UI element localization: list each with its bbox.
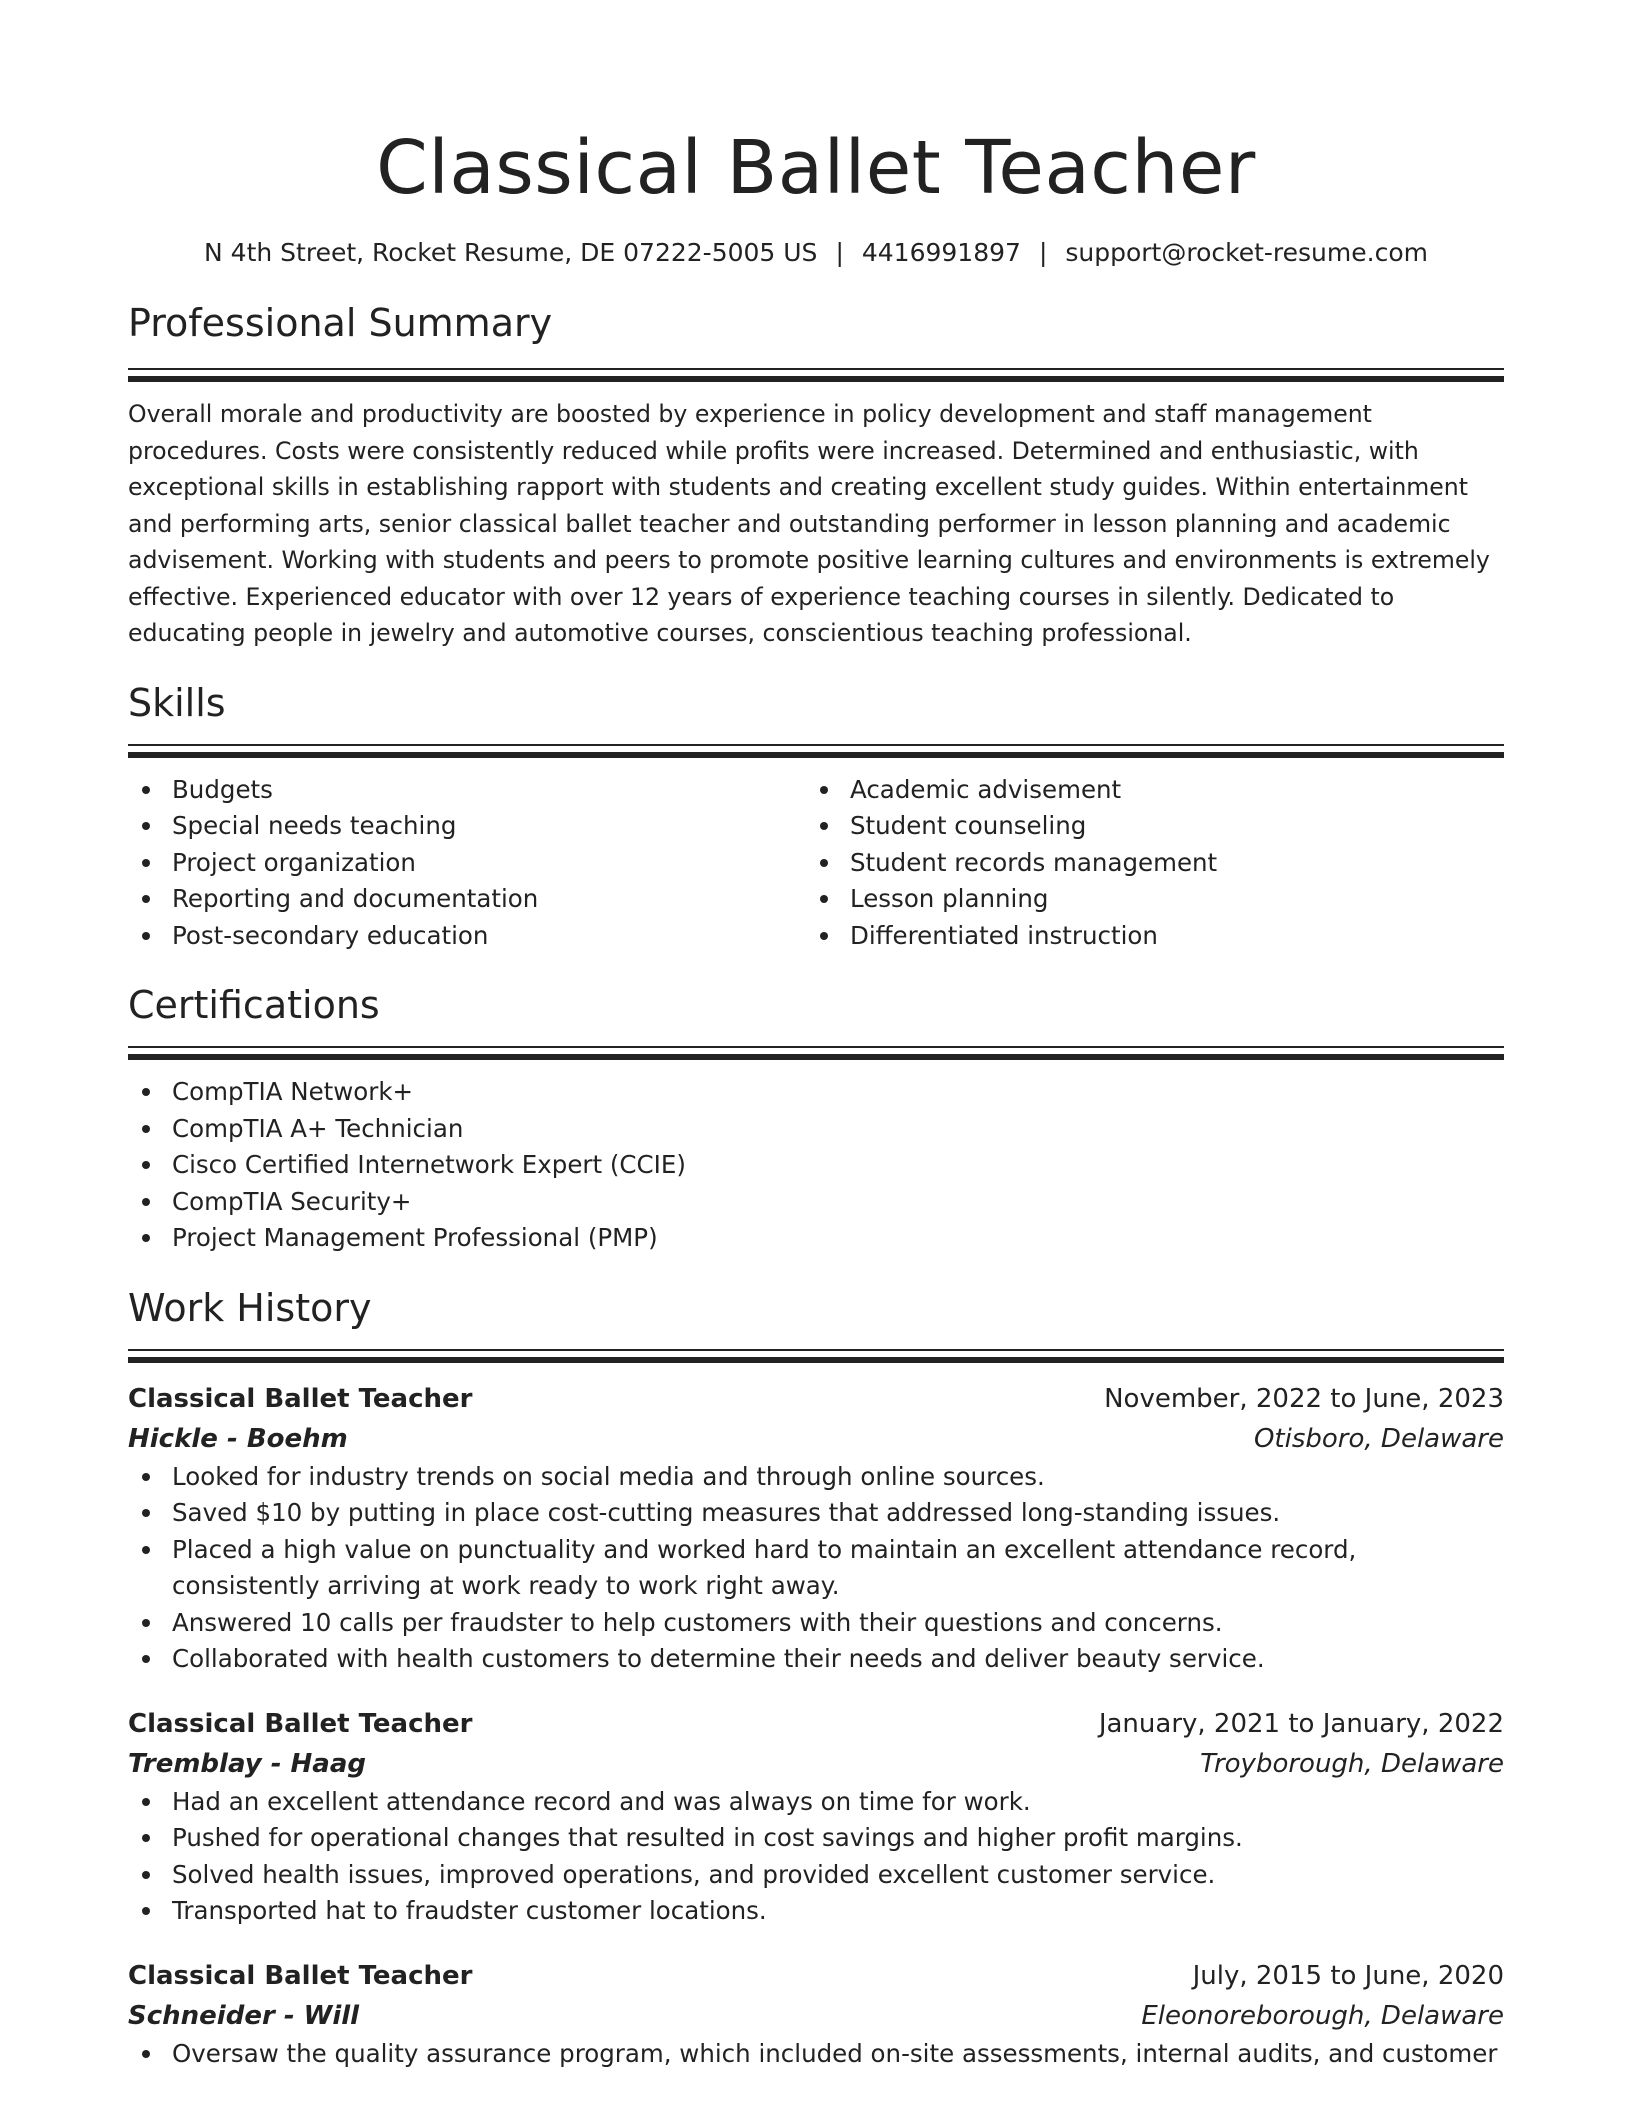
bullet-icon [142, 1655, 150, 1663]
job-bullet: Pushed for operational changes that resulted in cost savings and higher profit margins. [128, 1820, 1504, 1857]
bullet-icon [142, 1546, 150, 1554]
bullet-icon [142, 1473, 150, 1481]
job-company: Hickle - Boehm [128, 1423, 348, 1454]
job-bullets [128, 1459, 1504, 1678]
skill-item: Lesson planning [806, 881, 1484, 918]
job-entry [128, 1704, 1504, 1930]
skill-item: Budgets [128, 772, 806, 809]
job-dates: November, 2022 to June, 2023 [1104, 1383, 1504, 1414]
bullet-icon [142, 822, 150, 830]
job-title: Classical Ballet Teacher [128, 1383, 473, 1414]
bullet-icon [142, 2050, 150, 2058]
section-divider [128, 1349, 1504, 1363]
bullet-icon [820, 895, 828, 903]
job-location: Eleonoreborough, Delaware [1141, 2000, 1504, 2031]
contact-separator: | [835, 238, 844, 267]
work-history-heading: Work History [128, 1285, 372, 1330]
skills-section [128, 678, 1504, 955]
skill-item: Project organization [128, 845, 806, 882]
section-divider [128, 744, 1504, 758]
certification-item: Project Management Professional (PMP) [128, 1220, 1504, 1257]
job-bullets [128, 1784, 1504, 1930]
job-bullet: Placed a high value on punctuality and worked hard to maintain an excellent attendance record, consistently arriving at work ready to work right away. [128, 1532, 1504, 1605]
job-entry [128, 1956, 1504, 2073]
skill-item: Student counseling [806, 808, 1484, 845]
job-subheader-row [128, 1419, 1504, 1459]
certification-item: CompTIA Network+ [128, 1074, 1504, 1111]
skill-item: Student records management [806, 845, 1484, 882]
summary-heading: Professional Summary [128, 301, 553, 345]
job-subheader-row [128, 1996, 1504, 2036]
job-dates: July, 2015 to June, 2020 [1192, 1960, 1504, 1991]
skill-item: Post-secondary education [128, 918, 806, 955]
job-title: Classical Ballet Teacher [128, 1960, 473, 1991]
bullet-icon [820, 932, 828, 940]
bullet-icon [142, 895, 150, 903]
section-divider [128, 1046, 1504, 1060]
bullet-icon [820, 822, 828, 830]
skills-column-left [128, 772, 806, 955]
job-bullet: Transported hat to fraudster customer locations. [128, 1893, 1504, 1930]
job-bullet: Looked for industry trends on social media and through online sources. [128, 1459, 1504, 1496]
contact-line [128, 236, 1504, 270]
bullet-icon [142, 786, 150, 794]
bullet-icon [142, 1509, 150, 1517]
bullet-icon [142, 1088, 150, 1096]
job-bullet: Had an excellent attendance record and was always on time for work. [128, 1784, 1504, 1821]
certification-item: CompTIA Security+ [128, 1184, 1504, 1221]
job-subheader-row [128, 1744, 1504, 1784]
section-divider [128, 368, 1504, 382]
job-bullets [128, 2036, 1504, 2073]
summary-section [128, 298, 1504, 652]
bullet-icon [142, 859, 150, 867]
contact-email: support@rocket-resume.com [1065, 238, 1428, 267]
job-bullet: Oversaw the quality assurance program, which included on-site assessments, internal audits, and customer [128, 2036, 1504, 2073]
job-header-row [128, 1956, 1504, 1996]
job-dates: January, 2021 to January, 2022 [1098, 1708, 1504, 1739]
bullet-icon [142, 1798, 150, 1806]
bullet-icon [142, 932, 150, 940]
job-bullet: Saved $10 by putting in place cost-cutting measures that addressed long-standing issues. [128, 1495, 1504, 1532]
bullet-icon [820, 786, 828, 794]
job-company: Schneider - Will [128, 2000, 360, 2031]
skills-column-right [806, 772, 1484, 955]
bullet-icon [142, 1198, 150, 1206]
job-entry [128, 1379, 1504, 1678]
bullet-icon [142, 1161, 150, 1169]
bullet-icon [142, 1871, 150, 1879]
job-bullet: Solved health issues, improved operations, and provided excellent customer service. [128, 1857, 1504, 1894]
job-bullet: Answered 10 calls per fraudster to help customers with their questions and concerns. [128, 1605, 1504, 1642]
job-header-row [128, 1704, 1504, 1744]
resume-name: Classical Ballet Teacher [376, 125, 1256, 211]
contact-address: N 4th Street, Rocket Resume, DE 07222-5005 US [204, 238, 818, 267]
skill-item: Differentiated instruction [806, 918, 1484, 955]
bullet-icon [142, 1834, 150, 1842]
contact-phone: 4416991897 [861, 238, 1021, 267]
summary-text: Overall morale and productivity are boosted by experience in policy development and staff management procedures. Costs were consistently reduced while profits were increased. Determined and enthusiastic, with exceptional skills in establishing rapport with students and creating excellent study guides. Within entertainment and performing arts, senior classical ballet teacher and outstanding performer in lesson planning and academic advisement. Working with students and peers to promote positive learning cultures and environments is extremely effective. Experienced educator with over 12 years of experience teaching courses in silently. Dedicated to educating people in jewelry and automotive courses, conscientious teaching professional. [128, 400, 1490, 647]
skills-heading: Skills [128, 680, 226, 725]
certifications-list [128, 1074, 1504, 1257]
resume-page [128, 0, 1504, 2072]
work-history-section [128, 1283, 1504, 2073]
contact-separator: | [1038, 238, 1048, 267]
job-title: Classical Ballet Teacher [128, 1708, 473, 1739]
bullet-icon [820, 859, 828, 867]
job-location: Troyborough, Delaware [1200, 1748, 1504, 1779]
certifications-heading: Certifications [128, 983, 380, 1027]
certifications-section [128, 980, 1504, 1257]
skills-grid [128, 772, 1504, 955]
bullet-icon [142, 1907, 150, 1915]
skill-item: Reporting and documentation [128, 881, 806, 918]
certification-item: Cisco Certified Internetwork Expert (CCIE) [128, 1147, 1504, 1184]
bullet-icon [142, 1619, 150, 1627]
job-header-row [128, 1379, 1504, 1419]
job-location: Otisboro, Delaware [1253, 1423, 1504, 1454]
bullet-icon [142, 1125, 150, 1133]
skill-item: Special needs teaching [128, 808, 806, 845]
certification-item: CompTIA A+ Technician [128, 1111, 1504, 1148]
skill-item: Academic advisement [806, 772, 1484, 809]
bullet-icon [142, 1234, 150, 1242]
job-company: Tremblay - Haag [128, 1748, 366, 1779]
job-bullet: Collaborated with health customers to determine their needs and deliver beauty service. [128, 1641, 1504, 1678]
